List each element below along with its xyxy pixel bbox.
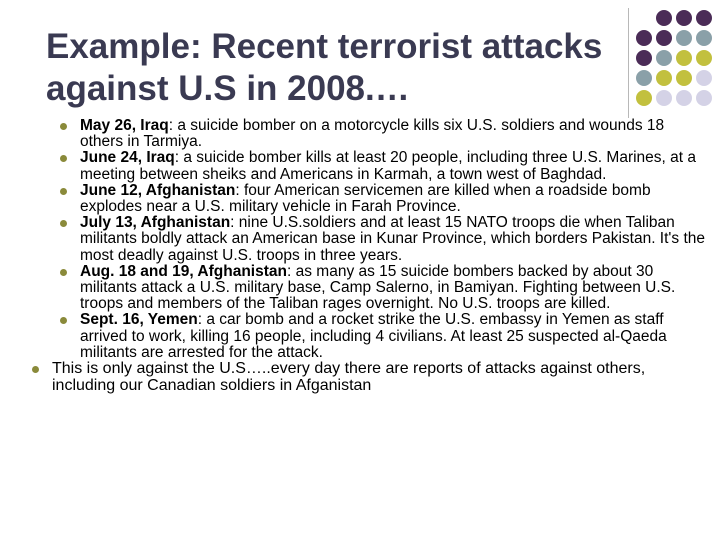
attack-date: May 26, Iraq xyxy=(80,117,169,134)
list-item xyxy=(20,312,710,361)
list-item xyxy=(20,118,710,150)
decorative-dot xyxy=(676,10,692,26)
attack-description: : a car bomb and a rocket strike the U.S. embassy in Yemen as staff arrived to work, killing 16 people, including 4 civilians. At least 25 suspected al-Qaeda militants are arrested for the attack. xyxy=(80,311,667,361)
decorative-dot xyxy=(696,10,712,26)
decorative-dot xyxy=(676,90,692,106)
attack-date: Aug. 18 and 19, Afghanistan xyxy=(80,262,287,280)
attack-description: : nine U.S.soldiers and at least 15 NATO troops die when Taliban militants boldly attack an American base in Kunar Province, which borders Pakistan. It's the most deadly against U.S. troops in three years. xyxy=(80,214,705,264)
decorative-dot xyxy=(696,70,712,86)
bullet-icon xyxy=(60,155,67,162)
attack-date: Sept. 16, Yemen xyxy=(80,311,198,329)
list-item xyxy=(20,150,710,182)
bullet-icon xyxy=(60,220,67,227)
decorative-dot xyxy=(636,30,652,46)
attack-date: June 24, Iraq xyxy=(80,149,175,167)
slide-body xyxy=(20,118,710,394)
slide-title xyxy=(46,26,606,110)
decorative-dot xyxy=(636,90,652,106)
closing-text: This is only against the U.S…..every day there are reports of attacks against others, including our Canadian soldiers in Afganistan xyxy=(52,360,646,394)
list-item xyxy=(20,183,710,215)
decorative-dot xyxy=(676,70,692,86)
attack-description: : a suicide bomber on a motorcycle kills six U.S. soldiers and wounds 18 others in Tarmiya. xyxy=(80,117,665,151)
bullet-icon xyxy=(60,317,67,324)
decorative-dot xyxy=(696,90,712,106)
attack-date: June 12, Afghanistan xyxy=(80,181,236,199)
decorative-dot xyxy=(696,30,712,46)
decorative-divider xyxy=(628,8,629,118)
bullet-icon xyxy=(32,366,39,373)
decorative-dot xyxy=(656,50,672,66)
decorative-dot xyxy=(696,50,712,66)
attack-date: July 13, Afghanistan xyxy=(80,214,231,232)
attack-description: : as many as 15 suicide bombers backed by about 30 militants attack a U.S. military base, Camp Salerno, in Bamiyan. Fighting between U.S. troops and members of the Taliban rages overnight. No U.S. troops are killed. xyxy=(80,262,676,313)
attack-list xyxy=(20,118,710,361)
list-item xyxy=(20,264,710,313)
decorative-dot xyxy=(656,70,672,86)
bullet-icon xyxy=(60,269,67,276)
bullet-icon xyxy=(60,123,67,130)
decorative-dot xyxy=(656,90,672,106)
decorative-dot xyxy=(676,50,692,66)
decorative-dot xyxy=(636,50,652,66)
decorative-dot xyxy=(656,10,672,26)
closing-statement xyxy=(20,361,710,394)
title-line-1: Example: Recent terrorist attacks xyxy=(46,27,603,66)
attack-description: : a suicide bomber kills at least 20 people, including three U.S. Marines, at a meeting between sheiks and Americans in Karmah, a town west of Baghdad. xyxy=(80,149,697,183)
title-line-2: against U.S in 2008.… xyxy=(46,69,410,108)
decorative-dot xyxy=(636,70,652,86)
attack-description: : four American servicemen are killed when a roadside bomb explodes near a U.S. military vehicle in Farah Province. xyxy=(80,181,651,216)
bullet-icon xyxy=(60,188,67,195)
decorative-dot xyxy=(676,30,692,46)
list-item xyxy=(20,215,710,264)
decorative-dot xyxy=(656,30,672,46)
